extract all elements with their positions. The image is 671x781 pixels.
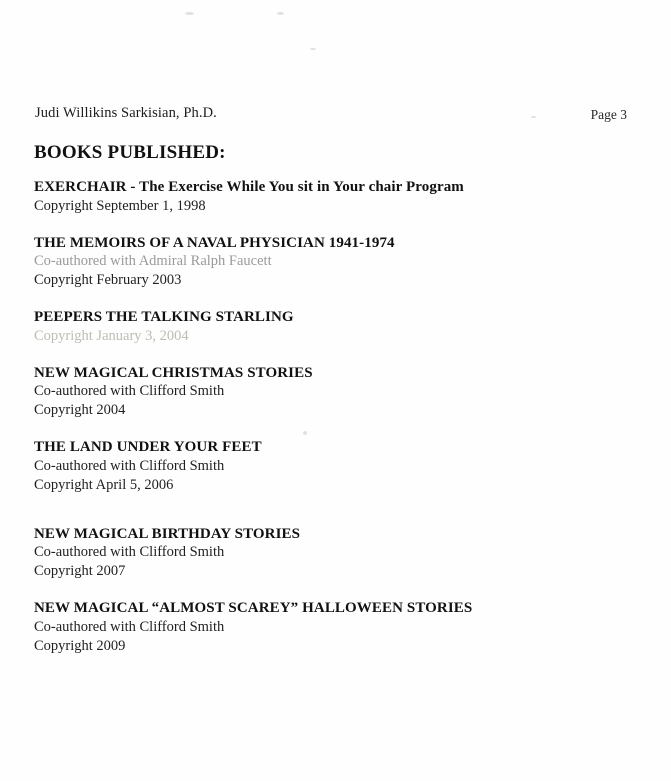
book-title: NEW MAGICAL CHRISTMAS STORIES <box>34 364 313 381</box>
book-title: PEEPERS THE TALKING STARLING <box>34 309 294 326</box>
page-number: Page 3 <box>590 107 627 122</box>
list-item <box>34 525 614 581</box>
spacer <box>34 290 614 308</box>
page-header <box>0 105 671 127</box>
list-item <box>34 599 614 655</box>
book-detail: Co-authored with Admiral Ralph Faucett <box>34 253 272 270</box>
page-title: BOOKS PUBLISHED: <box>34 142 226 163</box>
book-title: NEW MAGICAL BIRTHDAY STORIES <box>34 525 301 542</box>
author-name: Judi Willikins Sarkisian, Ph.D. <box>35 105 217 121</box>
spacer <box>34 495 614 525</box>
list-item <box>34 178 614 216</box>
scan-artifact-speck <box>310 48 316 50</box>
book-detail: Copyright 2009 <box>34 637 126 654</box>
spacer <box>34 216 614 234</box>
scan-artifact-speck <box>185 12 194 15</box>
book-detail: Co-authored with Clifford Smith <box>34 457 225 474</box>
list-item <box>34 234 614 290</box>
spacer <box>34 420 614 438</box>
book-detail: Co-authored with Clifford Smith <box>34 383 225 400</box>
scan-artifact-speck <box>277 12 284 15</box>
book-detail: Copyright January 3, 2004 <box>34 327 189 344</box>
book-title: EXERCHAIR - The Exercise While You sit in Your chair Program <box>34 179 464 195</box>
spacer <box>34 581 614 599</box>
book-detail: Copyright 2004 <box>34 402 126 419</box>
list-item <box>34 364 614 420</box>
book-detail: Co-authored with Clifford Smith <box>34 618 225 635</box>
book-title: NEW MAGICAL “ALMOST SCAREY” HALLOWEEN STORIES <box>34 599 473 616</box>
list-item <box>34 308 614 346</box>
book-detail: Copyright April 5, 2006 <box>34 476 174 493</box>
book-title: THE MEMOIRS OF A NAVAL PHYSICIAN 1941-1974 <box>34 234 395 251</box>
spacer <box>34 346 614 364</box>
book-detail: Copyright 2007 <box>34 563 126 580</box>
book-detail: Copyright September 1, 1998 <box>34 197 206 214</box>
book-detail: Copyright February 2003 <box>34 272 182 289</box>
list-item <box>34 438 614 494</box>
book-title: THE LAND UNDER YOUR FEET <box>34 439 262 456</box>
book-detail: Co-authored with Clifford Smith <box>34 544 225 561</box>
book-list <box>34 178 614 655</box>
